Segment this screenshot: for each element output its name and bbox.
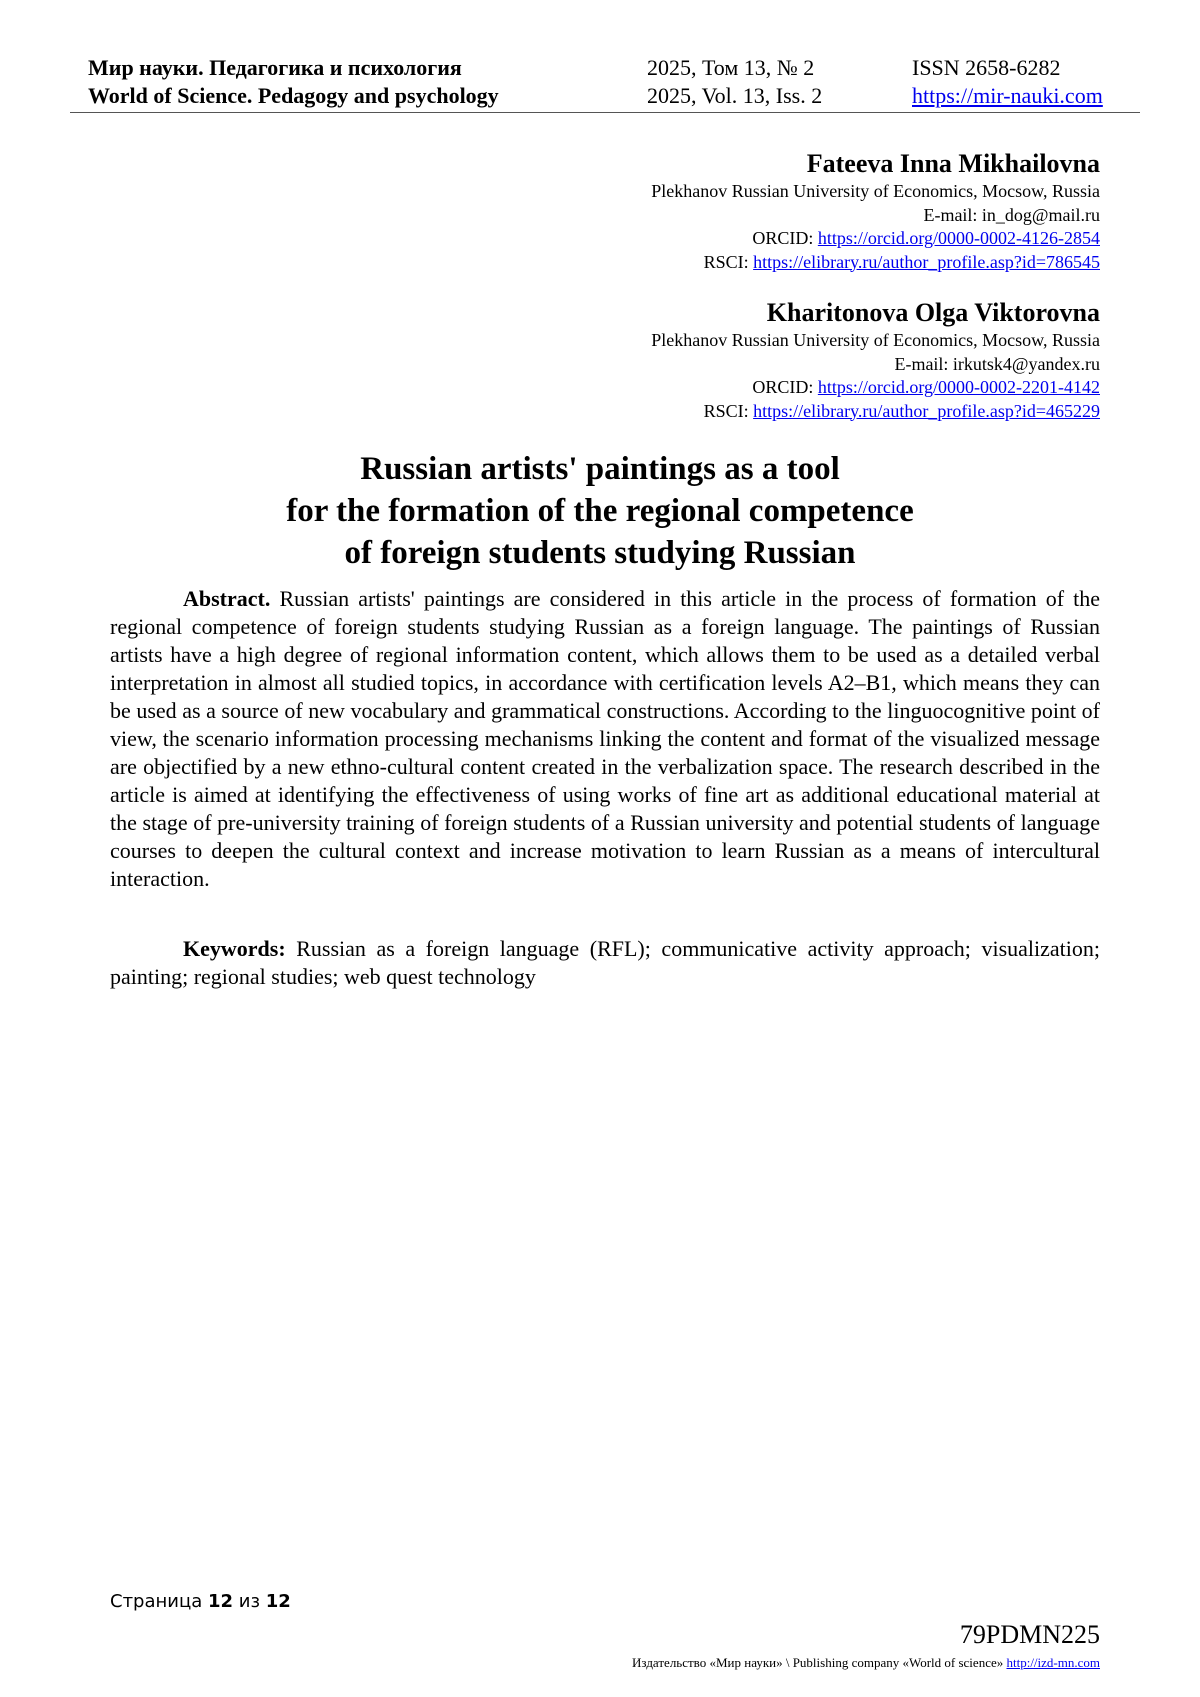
issn: ISSN 2658-6282 xyxy=(912,55,1061,80)
article-code: 79PDMN225 xyxy=(959,1620,1100,1649)
publisher-link[interactable]: http://izd-mn.com xyxy=(1006,1655,1100,1670)
author-block-1 xyxy=(651,148,1100,274)
rsci-link[interactable]: https://elibrary.ru/author_profile.asp?id=465229 xyxy=(753,400,1100,421)
author-email: E-mail: in_dog@mail.ru xyxy=(923,204,1100,225)
author-name: Kharitonova Olga Viktorovna xyxy=(766,298,1100,327)
issue-info-en: 2025, Vol. 13, Iss. 2 xyxy=(647,83,823,108)
journal-site-link[interactable]: https://mir-nauki.com xyxy=(912,83,1103,108)
orcid-link[interactable]: https://orcid.org/0000-0002-4126-2854 xyxy=(817,228,1100,248)
issue-info-ru: 2025, Том 13, № 2 xyxy=(647,55,815,80)
orcid-label: ORCID: xyxy=(752,377,818,397)
abstract xyxy=(110,585,1100,893)
rsci-label: RSCI: xyxy=(703,400,754,421)
author-affiliation: Plekhanov Russian University of Economics, Mocsow, Russia xyxy=(651,330,1100,350)
page-number xyxy=(110,1591,291,1612)
keywords-text: Russian as a foreign language (RFL); communicative activity approach; visualization; painting; regional studies; web quest technology xyxy=(110,936,1100,989)
rsci-link[interactable]: https://elibrary.ru/author_profile.asp?id=786545 xyxy=(753,251,1100,272)
issn-block xyxy=(912,54,1103,110)
abstract-text: Russian artists' paintings are considered in this article in the process of formation of the regional competence of foreign students studying Russian as a foreign language. The paintings of Russian artists have a high degree of regional information content, which allows them to be used as a detailed verbal interpretation in almost all studied topics, in accordance with certification levels A2–B1, which means they can be used as a source of new vocabulary and grammatical constructions. According to the linguocognitive point of view, the scenario information processing mechanisms linking the content and format of the visualized message are objectified by a new ethno-cultural content created in the verbalization space. The research described in the article is aimed at identifying the effectiveness of using works of fine art as additional educational material at the stage of pre-university training of foreign students of a Russian university and potential students of language courses to deepen the cultural context and increase motivation to learn Russian as a means of intercultural interaction. xyxy=(110,586,1100,891)
orcid-link[interactable]: https://orcid.org/0000-0002-2201-4142 xyxy=(817,377,1100,397)
author-orcid xyxy=(651,376,1100,400)
publisher-line xyxy=(632,1655,1100,1671)
author-block-2 xyxy=(651,297,1100,423)
author-affiliation: Plekhanov Russian University of Economics, Mocsow, Russia xyxy=(651,181,1100,201)
issue-info xyxy=(647,54,822,110)
journal-title xyxy=(88,54,499,110)
page-total: 12 xyxy=(265,1591,291,1612)
publisher-text: Издательство «Мир науки» \ Publishing company «World of science» xyxy=(632,1655,1007,1670)
keywords xyxy=(110,935,1100,991)
journal-title-ru: Мир науки. Педагогика и психология xyxy=(88,55,462,80)
title-line: of foreign students studying Russian xyxy=(344,535,856,571)
keywords-label: Keywords: xyxy=(183,936,286,961)
page-current: 12 xyxy=(207,1591,234,1612)
page-prefix: Страница xyxy=(110,1591,208,1612)
paper-title xyxy=(100,448,1100,574)
orcid-label: ORCID: xyxy=(752,228,818,248)
title-line: Russian artists' paintings as a tool xyxy=(360,451,840,487)
author-rsci xyxy=(651,400,1100,424)
rsci-label: RSCI: xyxy=(703,251,754,272)
author-name: Fateeva Inna Mikhailovna xyxy=(806,149,1100,178)
author-orcid xyxy=(651,227,1100,251)
abstract-label: Abstract. xyxy=(183,586,271,611)
header-divider xyxy=(70,112,1140,113)
author-email: E-mail: irkutsk4@yandex.ru xyxy=(894,353,1100,374)
author-rsci xyxy=(651,251,1100,275)
journal-title-en: World of Science. Pedagogy and psychology xyxy=(88,83,499,108)
page-separator: из xyxy=(233,1591,266,1612)
title-line: for the formation of the regional competence xyxy=(286,493,914,529)
